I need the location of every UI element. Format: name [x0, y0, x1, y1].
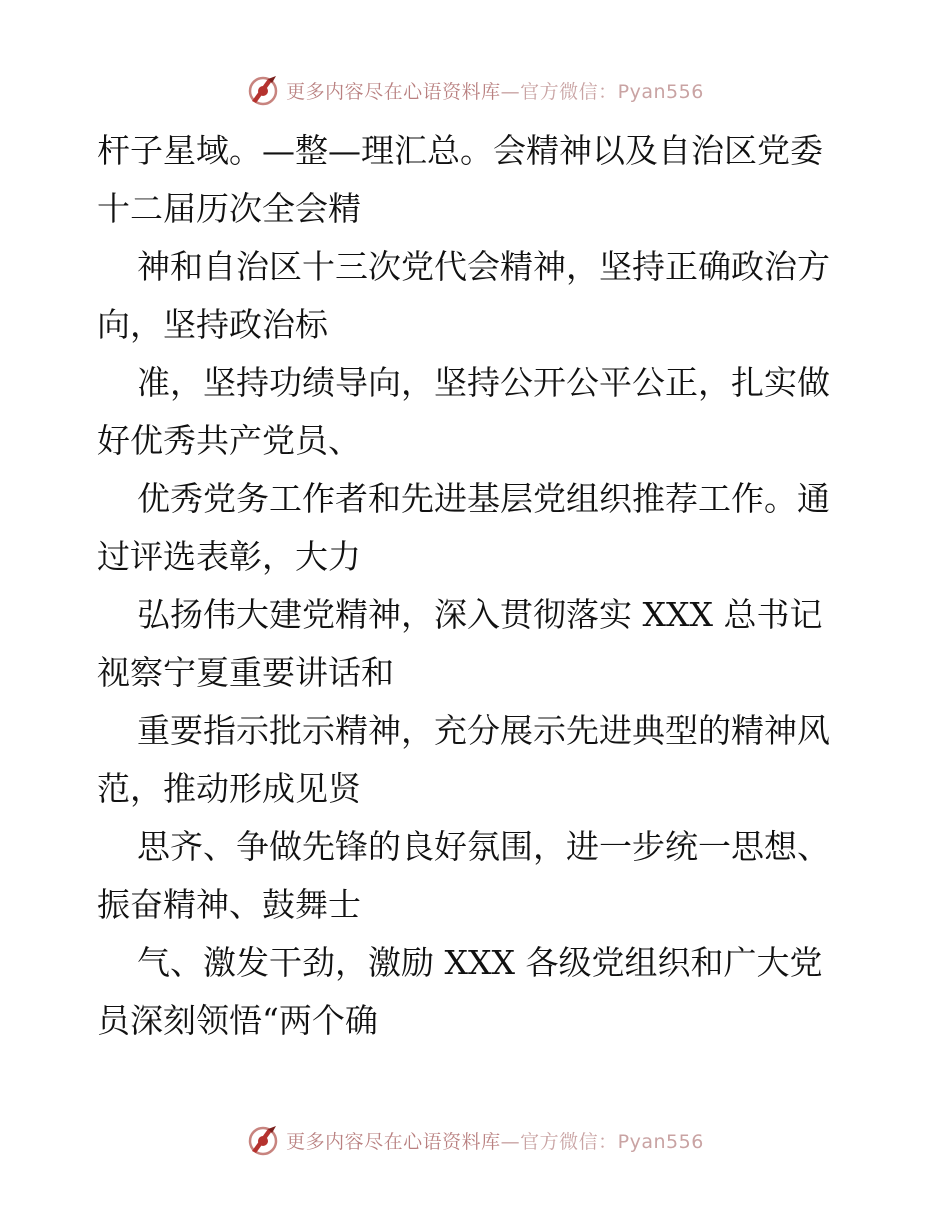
quill-logo-icon — [246, 73, 280, 107]
paragraph-line: 神和自治区十三次党代会精神，坚持正确政治方 — [137, 247, 830, 286]
paragraph — [97, 354, 877, 470]
document-body — [97, 122, 877, 1050]
footer-watermark — [0, 1120, 950, 1160]
paragraph-line: 过评选表彰，大力 — [97, 537, 361, 576]
paragraph — [97, 702, 877, 818]
paragraph — [97, 934, 877, 1050]
paragraph-line: 弘扬伟大建党精神，深入贯彻落实 XXX 总书记 — [137, 595, 823, 634]
paragraph-line: 杆子星域。—整—理汇总。会精神以及自治区党委 — [97, 131, 823, 170]
paragraph-line: 准，坚持功绩导向，坚持公开公平公正，扎实做 — [137, 363, 830, 402]
paragraph-line: 视察宁夏重要讲话和 — [97, 653, 394, 692]
paragraph-line: 优秀党务工作者和先进基层党组织推荐工作。通 — [137, 479, 830, 518]
paragraph-line: 员深刻领悟“两个确 — [97, 1001, 378, 1040]
paragraph-line: 气、激发干劲，激励 XXX 各级党组织和广大党 — [137, 943, 823, 982]
paragraph — [97, 470, 877, 586]
paragraph-line: 十二届历次全会精 — [97, 189, 361, 228]
paragraph-line: 好优秀共产党员、 — [97, 421, 361, 460]
paragraph-line: 重要指示批示精神，充分展示先进典型的精神风 — [137, 711, 830, 750]
quill-logo-icon — [246, 1123, 280, 1157]
header-watermark-text: 更多内容尽在心语资料库—官方微信：Pyan556 — [286, 80, 704, 103]
header-watermark — [0, 70, 950, 110]
footer-watermark-text: 更多内容尽在心语资料库—官方微信：Pyan556 — [286, 1130, 704, 1153]
paragraph — [97, 122, 877, 238]
paragraph-line: 思齐、争做先锋的良好氛围，进一步统一思想、 — [137, 827, 830, 866]
paragraph — [97, 586, 877, 702]
paragraph-line: 向，坚持政治标 — [97, 305, 328, 344]
paragraph — [97, 238, 877, 354]
paragraph — [97, 818, 877, 934]
paragraph-line: 振奋精神、鼓舞士 — [97, 885, 361, 924]
paragraph-line: 范，推动形成见贤 — [97, 769, 361, 808]
